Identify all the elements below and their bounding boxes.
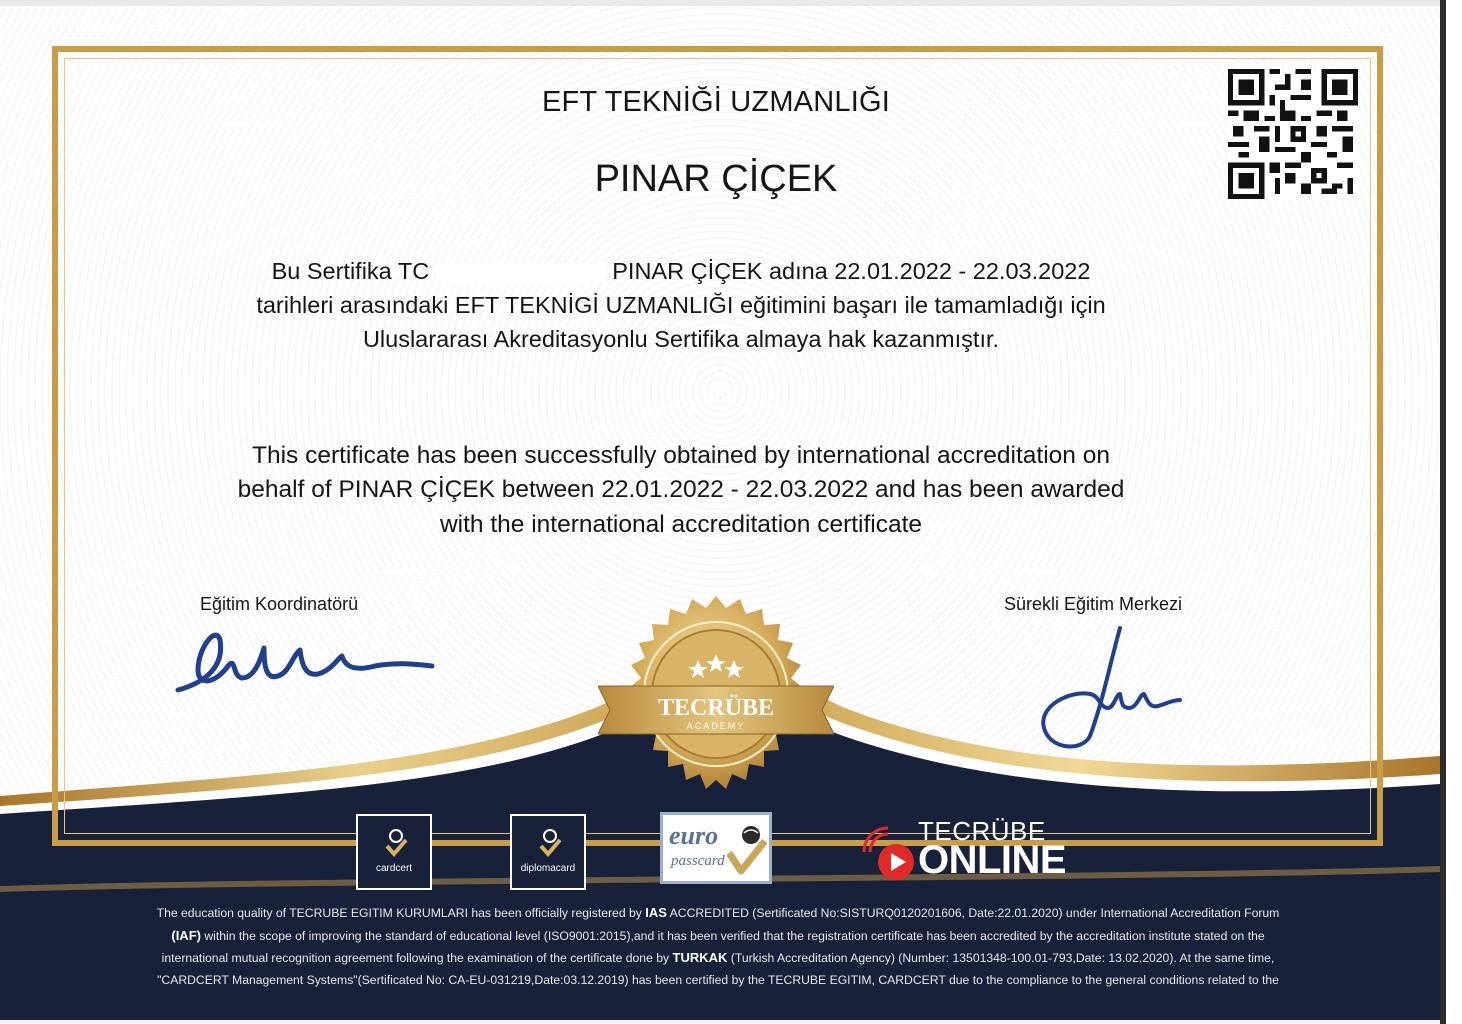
english-text-line-2: behalf of PINAR ÇİÇEK between 22.01.2022 - 22.03.2022 and has been awarded xyxy=(237,476,1125,503)
diplomacard-logo xyxy=(510,814,586,890)
passcard-label: passcard xyxy=(671,853,725,869)
cardcert-logo xyxy=(356,814,432,890)
tecrube-academy-seal xyxy=(598,590,834,826)
redacted-id-number xyxy=(436,263,606,283)
legal-part-4: international mutual recognition agreement following the examination of the certificate done by xyxy=(161,951,673,965)
check-icon xyxy=(384,828,408,858)
turkish-line-1-suffix: PINAR ÇİÇEK adına 22.01.2022 - 22.03.2022 xyxy=(612,258,1091,284)
certificate-title: EFT TEKNİĞİ UZMANLIĞI xyxy=(542,86,890,118)
euro-label: euro xyxy=(669,821,719,850)
accreditation-legal-text xyxy=(18,902,1418,991)
viewer-right-edge xyxy=(1440,0,1462,1024)
signature-right-label: Sürekli Eğitim Merkezi xyxy=(1004,594,1183,614)
tecrube-online-bottom-text: ONLINE xyxy=(918,838,1067,882)
viewer-scrollbar[interactable] xyxy=(1440,0,1446,1024)
signature-left xyxy=(170,620,440,700)
signature-right xyxy=(1030,624,1190,754)
turkish-line-1-prefix: Bu Sertifika TC xyxy=(271,258,430,284)
legal-ias: IAS xyxy=(645,905,667,920)
cardcert-label: cardcert xyxy=(375,863,413,874)
europasscard-logo xyxy=(660,812,772,884)
legal-part-6: "CARDCERT Management Systems"(Sertificated No: CA-EU-031219,Date:03.12.2019) has been certified by the TECRUBE EGITIM, CARDCERT due to the compliance to the general conditions related to the xyxy=(157,972,1279,987)
turkish-text-line-3: Uluslararası Akreditasyonlu Sertifika almaya hak kazanmıştır. xyxy=(362,326,1000,352)
turkish-text-line-2: tarihleri arasındaki EFT TEKNİGİ UZMANLIĞI eğitimini başarı ile tamamladığı için xyxy=(256,292,1106,318)
legal-part-5: (Turkish Accreditation Agency) (Number: 13501348-100.01-793,Date: 13.02.2020). At the same time, xyxy=(727,951,1275,965)
play-icon xyxy=(856,820,920,884)
turkish-text-line-1 xyxy=(0,258,1362,285)
globe-icon xyxy=(727,823,767,877)
legal-part-3: within the scope of improving the standard of educational level (ISO9001:2015),and it has been verified that the registration certificate has been accredited by the accreditation institute stated on the xyxy=(200,928,1265,943)
legal-part-1: The education quality of TECRUBE EGITIM KURUMLARI has been officially registered by xyxy=(156,906,646,920)
seal-sub-text: ACADEMY xyxy=(686,721,746,731)
signature-left-label: Eğitim Koordinatörü xyxy=(200,594,359,614)
english-text-line-3: with the international accreditation certificate xyxy=(439,511,923,538)
english-text-line-1: This certificate has been successfully obtained by international accreditation on xyxy=(252,442,1110,469)
check-icon xyxy=(538,828,562,858)
seal-main-text: TECRÜBE xyxy=(657,695,775,721)
legal-iaf: (IAF) xyxy=(171,927,201,943)
tecrube-online-top-text: TECRÜBE xyxy=(918,816,1046,846)
legal-part-2: ACCREDITED (Sertificated No:SISTURQ0120201606, Date:22.01.2020) under International Accreditation Forum xyxy=(666,906,1280,920)
diplomacard-label: diplomacard xyxy=(520,863,576,874)
tecrube-online-logo xyxy=(856,816,1066,886)
recipient-name: PINAR ÇİÇEK xyxy=(594,158,838,200)
legal-turkak: TURKAK xyxy=(672,950,728,965)
certificate xyxy=(0,6,1440,1020)
